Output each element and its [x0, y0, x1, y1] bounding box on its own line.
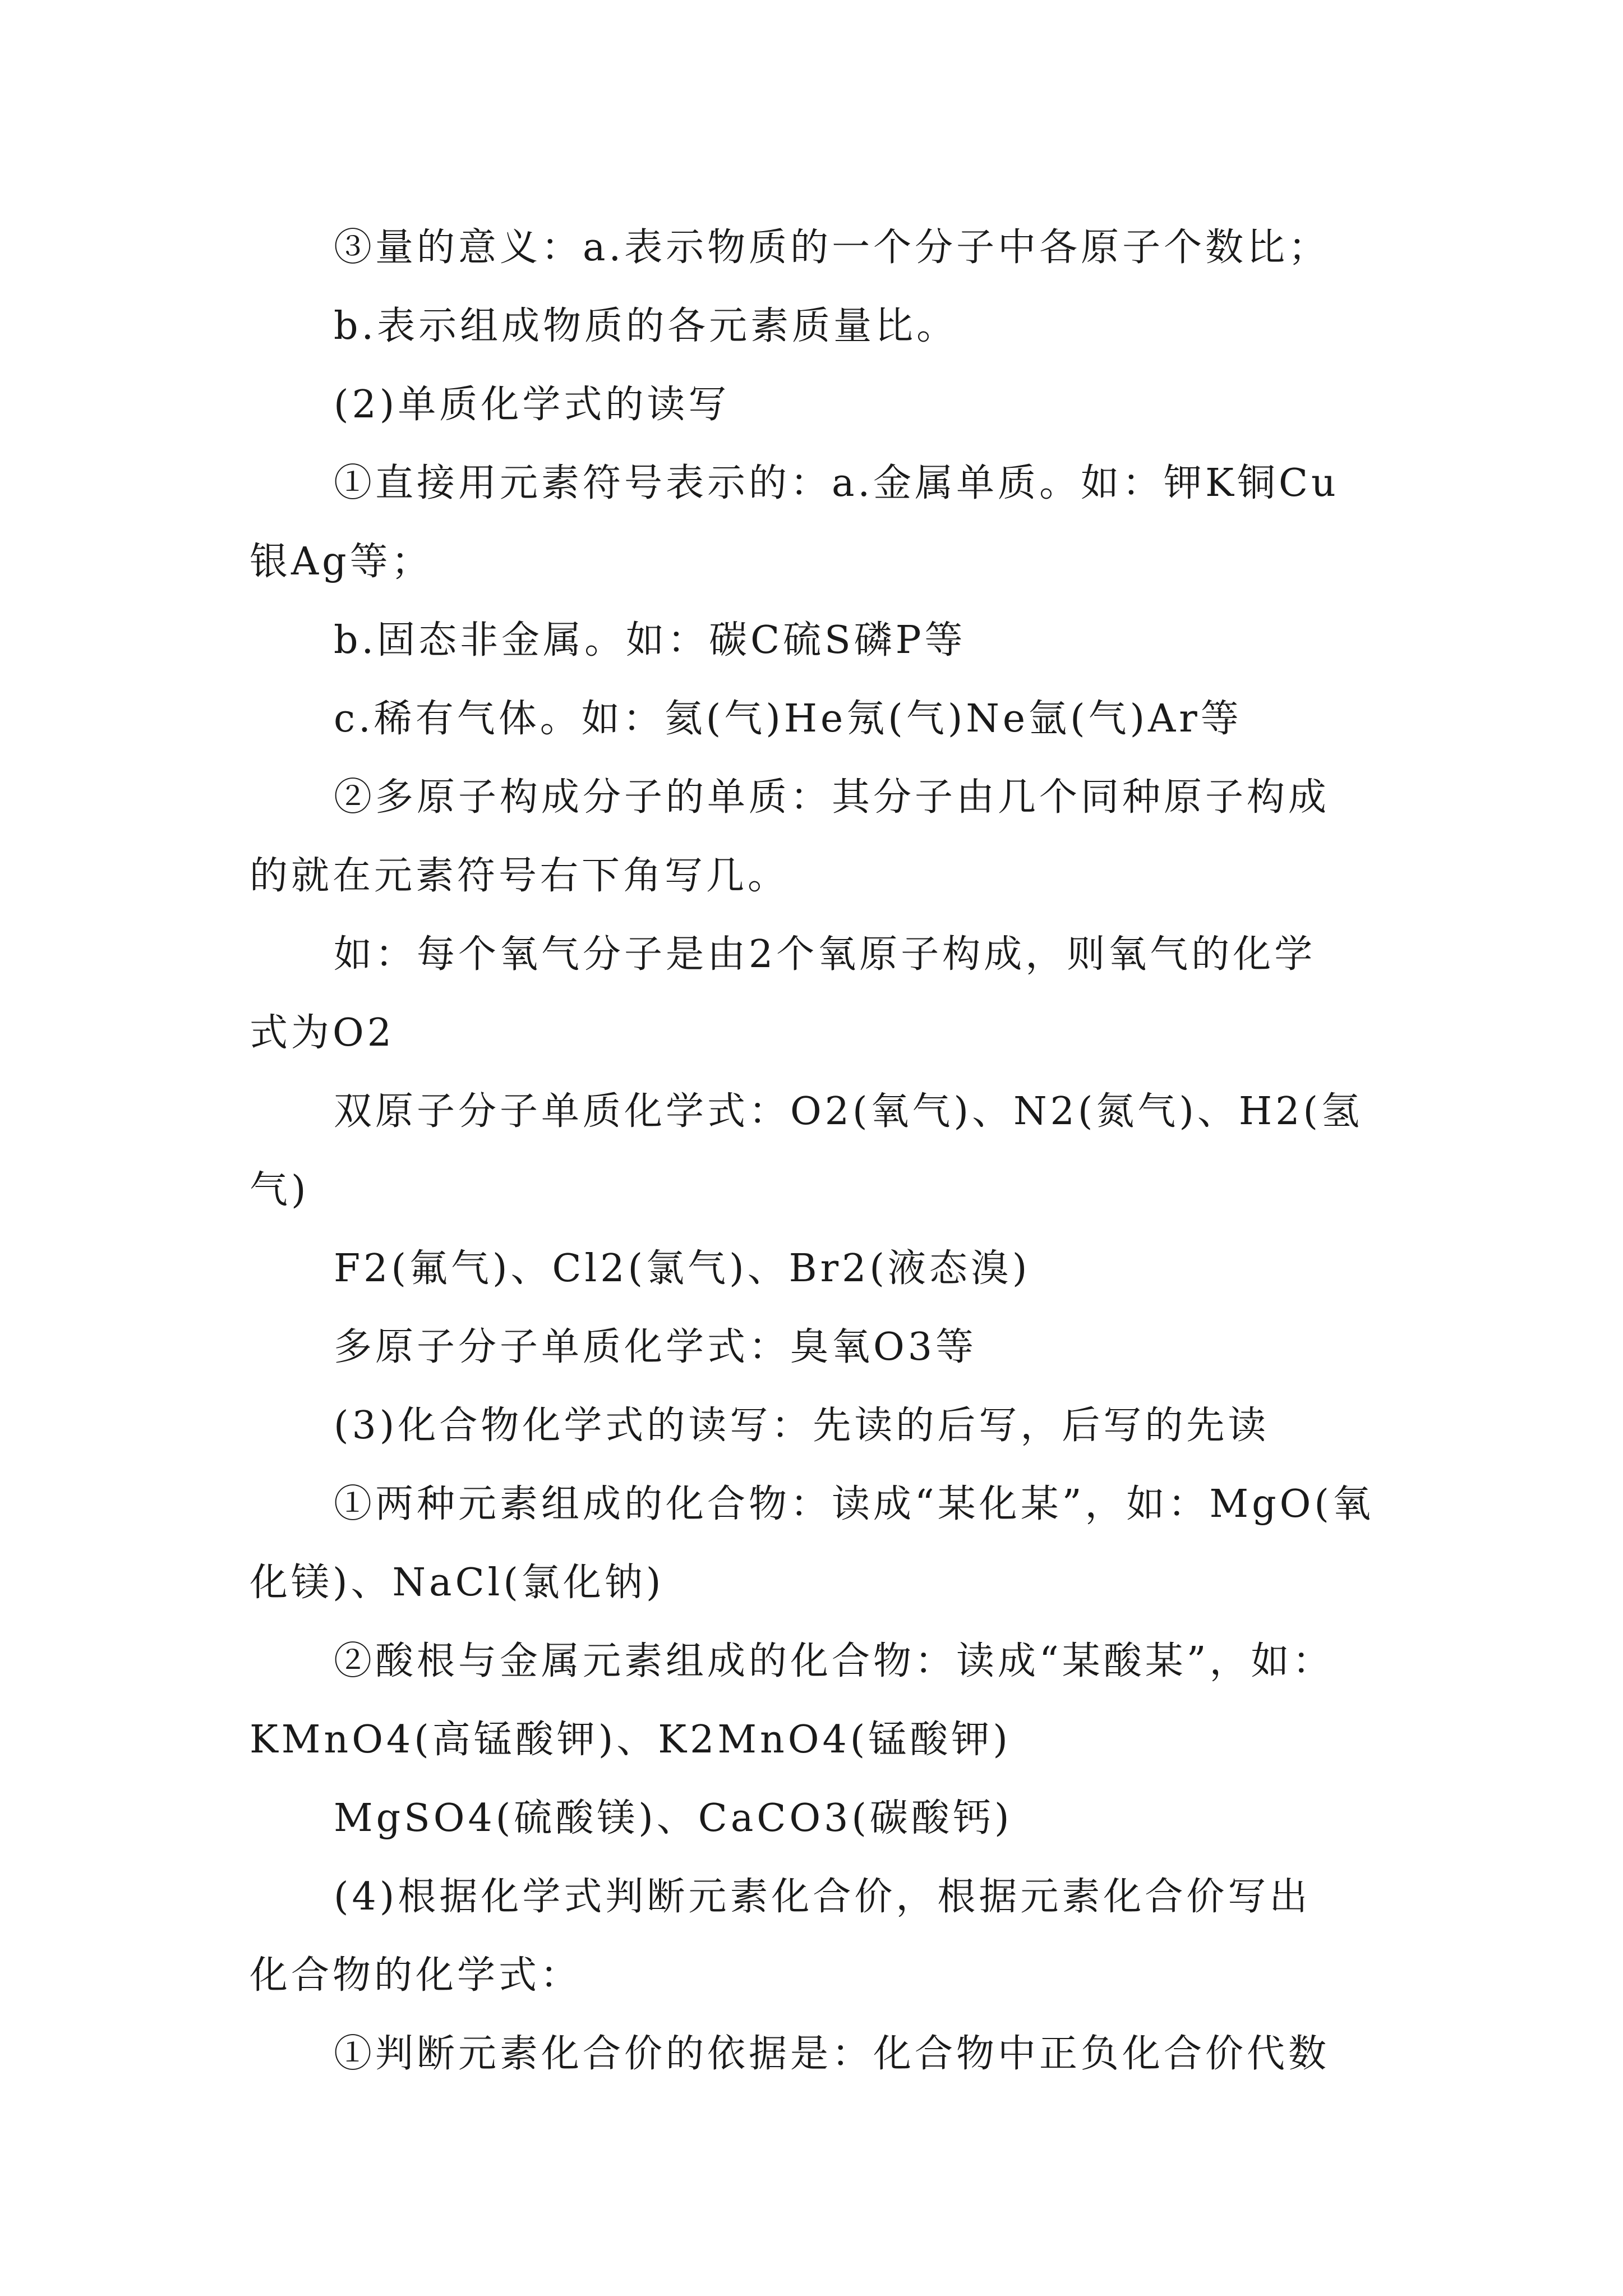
text-line: KMnO4(高锰酸钾)、K2MnO4(锰酸钾): [250, 1718, 1011, 1762]
text-line: F2(氟气)、Cl2(氯气)、Br2(液态溴): [334, 1246, 1031, 1291]
section-heading: (2)单质化学式的读写: [334, 383, 730, 427]
text-line: ③量的意义：a.表示物质的一个分子中各原子个数比；: [334, 226, 1330, 270]
text-line: 双原子分子单质化学式：O2(氧气)、N2(氮气)、H2(氢: [334, 1089, 1363, 1134]
text-line: MgSO4(硫酸镁)、CaCO3(碳酸钙): [334, 1796, 1013, 1841]
text-line: 化镁)、NaCl(氯化钠): [250, 1561, 665, 1605]
text-line: ①判断元素化合价的依据是：化合物中正负化合价代数: [334, 2032, 1330, 2076]
text-line: c.稀有气体。如：氦(气)He氖(气)Ne氩(气)Ar等: [334, 697, 1242, 741]
text-line: 的就在元素符号右下角写几。: [250, 854, 790, 898]
text-line: 如：每个氧气分子是由2个氧原子构成，则氧气的化学: [334, 932, 1316, 977]
text-line: 多原子分子单质化学式：臭氧O3等: [334, 1325, 978, 1369]
text-line: 银Ag等；: [250, 540, 433, 584]
section-heading: (3)化合物化学式的读写：先读的后写，后写的先读: [334, 1404, 1270, 1448]
text-line: ②酸根与金属元素组成的化合物：读成“某酸某”，如：: [334, 1639, 1334, 1683]
text-line: b.表示组成物质的各元素质量比。: [334, 304, 958, 348]
section-heading: (4)根据化学式判断元素化合价，根据元素化合价写出: [334, 1875, 1311, 1919]
document-body: [250, 209, 1382, 2093]
text-line: b.固态非金属。如：碳C硫S磷P等: [334, 618, 966, 662]
text-line: ②多原子构成分子的单质：其分子由几个同种原子构成: [334, 775, 1330, 820]
text-line: ①直接用元素符号表示的：a.金属单质。如：钾K铜Cu: [334, 461, 1339, 505]
text-line: ①两种元素组成的化合物：读成“某化某”，如：MgO(氧: [334, 1482, 1374, 1526]
text-line: 气): [250, 1168, 310, 1212]
text-line: 式为O2: [250, 1011, 395, 1055]
text-line: 化合物的化学式：: [250, 1953, 582, 1998]
